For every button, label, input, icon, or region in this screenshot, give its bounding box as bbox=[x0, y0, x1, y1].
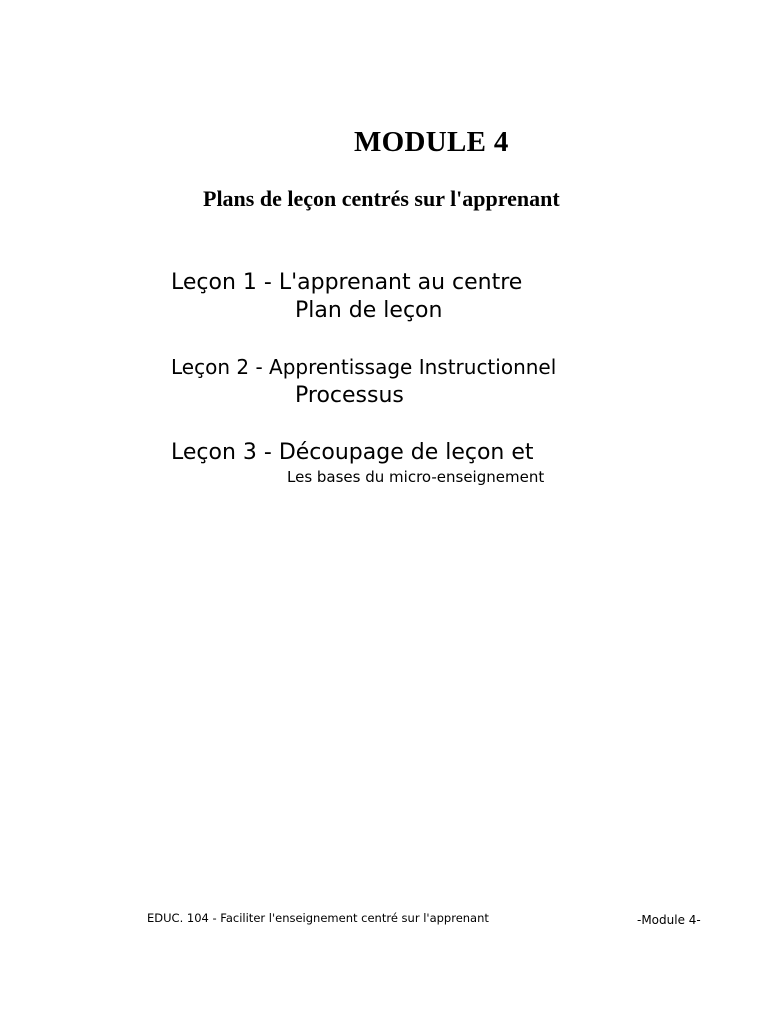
lesson-2-heading: Leçon 2 - Apprentissage Instructionnel bbox=[171, 355, 557, 379]
module-title: MODULE 4 bbox=[354, 126, 509, 158]
lesson-3-continuation: Les bases du micro-enseignement bbox=[287, 468, 545, 486]
lesson-1-heading: Leçon 1 - L'apprenant au centre bbox=[171, 270, 523, 295]
lesson-2-continuation: Processus bbox=[295, 383, 404, 408]
lesson-1-continuation: Plan de leçon bbox=[295, 298, 443, 323]
footer-course-title: EDUC. 104 - Faciliter l'enseignement centré sur l'apprenant bbox=[147, 911, 489, 925]
footer-page-label: -Module 4- bbox=[637, 913, 701, 927]
module-subtitle: Plans de leçon centrés sur l'apprenant bbox=[203, 186, 560, 211]
lesson-3-heading: Leçon 3 - Découpage de leçon et bbox=[171, 440, 534, 465]
